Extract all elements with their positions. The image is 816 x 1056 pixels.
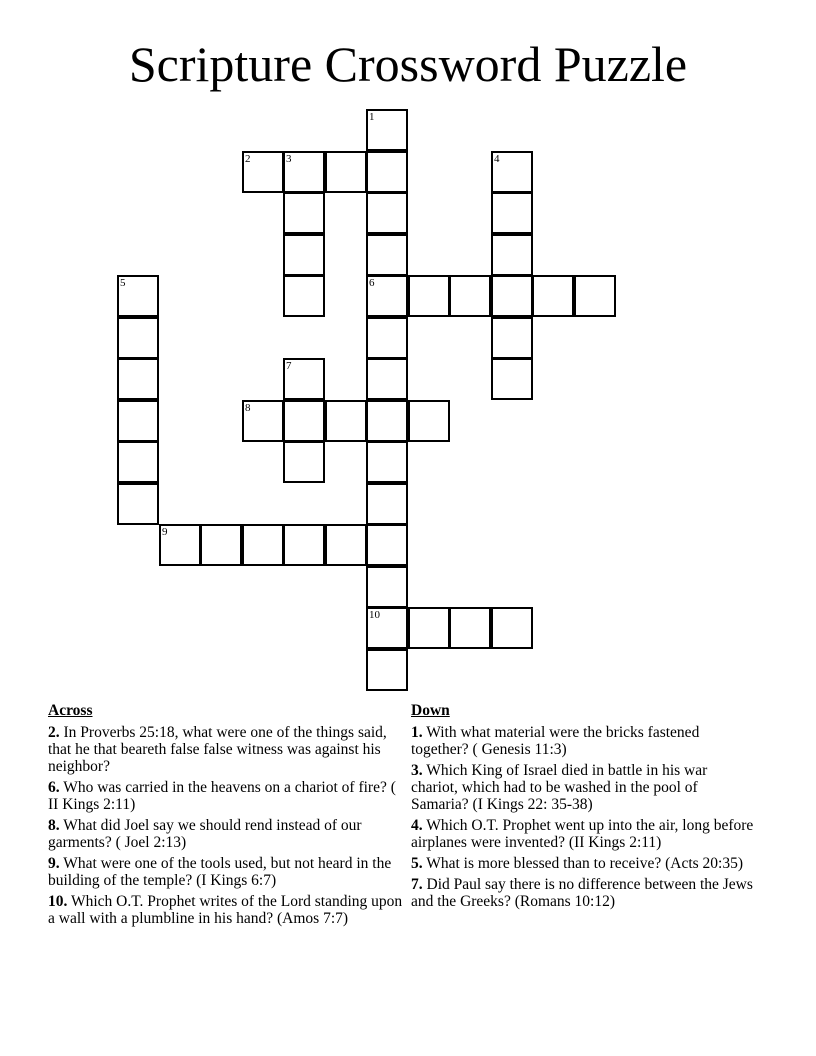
clue-number: 9. (48, 855, 60, 872)
crossword-cell[interactable] (491, 607, 533, 649)
crossword-cell[interactable] (283, 151, 325, 193)
clue-number: 6. (48, 779, 60, 796)
crossword-cell[interactable] (117, 441, 159, 483)
clue-number: 7. (411, 876, 423, 893)
crossword-cell[interactable] (366, 358, 408, 400)
crossword-cell[interactable] (283, 400, 325, 442)
crossword-cell[interactable] (325, 151, 367, 193)
clue-text: Did Paul say there is no difference between the Jews and the Greeks? (Romans 10:12) (411, 876, 753, 910)
clue-number: 3. (411, 762, 423, 779)
cell-number: 3 (286, 153, 292, 165)
down-heading: Down (411, 702, 450, 719)
cell-number: 7 (286, 360, 292, 372)
across-clue-2 (48, 724, 408, 775)
crossword-cell[interactable] (366, 317, 408, 359)
clue-number: 4. (411, 817, 423, 834)
crossword-cell[interactable] (366, 649, 408, 691)
crossword-cell[interactable] (366, 192, 408, 234)
crossword-cell[interactable] (408, 607, 450, 649)
cell-number: 1 (369, 111, 375, 123)
crossword-cell[interactable] (491, 234, 533, 276)
crossword-cell[interactable] (491, 151, 533, 193)
crossword-cell[interactable] (366, 109, 408, 151)
crossword-cell[interactable] (283, 192, 325, 234)
crossword-cell[interactable] (366, 151, 408, 193)
crossword-cell[interactable] (366, 483, 408, 525)
clue-text: Which O.T. Prophet went up into the air, long before airplanes were invented? (II Kings 2:11) (411, 817, 754, 851)
crossword-cell[interactable] (366, 566, 408, 608)
cell-number: 10 (369, 609, 380, 621)
across-clue-9 (48, 855, 408, 889)
crossword-cell[interactable] (117, 400, 159, 442)
crossword-cell[interactable] (242, 400, 284, 442)
across-heading: Across (48, 702, 93, 719)
crossword-cell[interactable] (491, 192, 533, 234)
down-clue-1 (411, 724, 756, 758)
crossword-cell[interactable] (408, 275, 450, 317)
clue-text: Which King of Israel died in battle in his war chariot, which had to be washed in the pool of Samaria? (I Kings 22: 35-38) (411, 762, 708, 813)
clue-number: 8. (48, 817, 60, 834)
down-clue-4 (411, 817, 756, 851)
crossword-cell[interactable] (574, 275, 616, 317)
crossword-cell[interactable] (366, 275, 408, 317)
cell-number: 6 (369, 277, 375, 289)
crossword-cell[interactable] (366, 607, 408, 649)
clue-text: In Proverbs 25:18, what were one of the things said, that he that beareth false false witness was against his neighbor? (48, 724, 387, 775)
crossword-cell[interactable] (283, 234, 325, 276)
across-clue-6 (48, 779, 408, 813)
crossword-cell[interactable] (283, 441, 325, 483)
crossword-cell[interactable] (449, 607, 491, 649)
crossword-cell[interactable] (117, 483, 159, 525)
crossword-cell[interactable] (449, 275, 491, 317)
clue-text: With what material were the bricks fastened together? ( Genesis 11:3) (411, 724, 700, 758)
clue-text: What is more blessed than to receive? (Acts 20:35) (422, 855, 744, 872)
down-clue-5 (411, 855, 756, 872)
crossword-cell[interactable] (366, 234, 408, 276)
across-clue-10 (48, 893, 408, 927)
clue-number: 5. (411, 855, 423, 872)
crossword-cell[interactable] (325, 400, 367, 442)
crossword-cell[interactable] (283, 275, 325, 317)
crossword-cell[interactable] (200, 524, 242, 566)
cell-number: 5 (120, 277, 126, 289)
cell-number: 2 (245, 153, 251, 165)
down-clue-3 (411, 762, 756, 813)
clue-text: Who was carried in the heavens on a chariot of fire? ( II Kings 2:11) (48, 779, 396, 813)
across-clues (48, 702, 408, 931)
clue-number: 1. (411, 724, 423, 741)
crossword-cell[interactable] (242, 524, 284, 566)
crossword-cell[interactable] (366, 400, 408, 442)
crossword-cell[interactable] (283, 358, 325, 400)
crossword-cell[interactable] (117, 358, 159, 400)
clue-text: What were one of the tools used, but not heard in the building of the temple? (I Kings 6:7) (48, 855, 392, 889)
clue-number: 10. (48, 893, 68, 910)
crossword-cell[interactable] (283, 524, 325, 566)
clue-text: What did Joel say we should rend instead of our garments? ( Joel 2:13) (48, 817, 362, 851)
clue-text: Which O.T. Prophet writes of the Lord standing upon a wall with a plumbline in his hand? (Amos 7:7) (48, 893, 403, 927)
crossword-cell[interactable] (366, 441, 408, 483)
crossword-cell[interactable] (117, 275, 159, 317)
crossword-cell[interactable] (325, 524, 367, 566)
crossword-cell[interactable] (242, 151, 284, 193)
crossword-cell[interactable] (491, 317, 533, 359)
clue-number: 2. (48, 724, 60, 741)
cell-number: 9 (162, 526, 168, 538)
cell-number: 4 (494, 153, 500, 165)
crossword-cell[interactable] (117, 317, 159, 359)
page-title: Scripture Crossword Puzzle (128, 36, 688, 92)
crossword-cell[interactable] (532, 275, 574, 317)
crossword-cell[interactable] (366, 524, 408, 566)
crossword-cell[interactable] (491, 275, 533, 317)
crossword-cell[interactable] (491, 358, 533, 400)
across-clue-8 (48, 817, 408, 851)
down-clues (411, 702, 756, 914)
cell-number: 8 (245, 402, 251, 414)
down-clue-7 (411, 876, 756, 910)
crossword-cell[interactable] (159, 524, 201, 566)
crossword-cell[interactable] (408, 400, 450, 442)
